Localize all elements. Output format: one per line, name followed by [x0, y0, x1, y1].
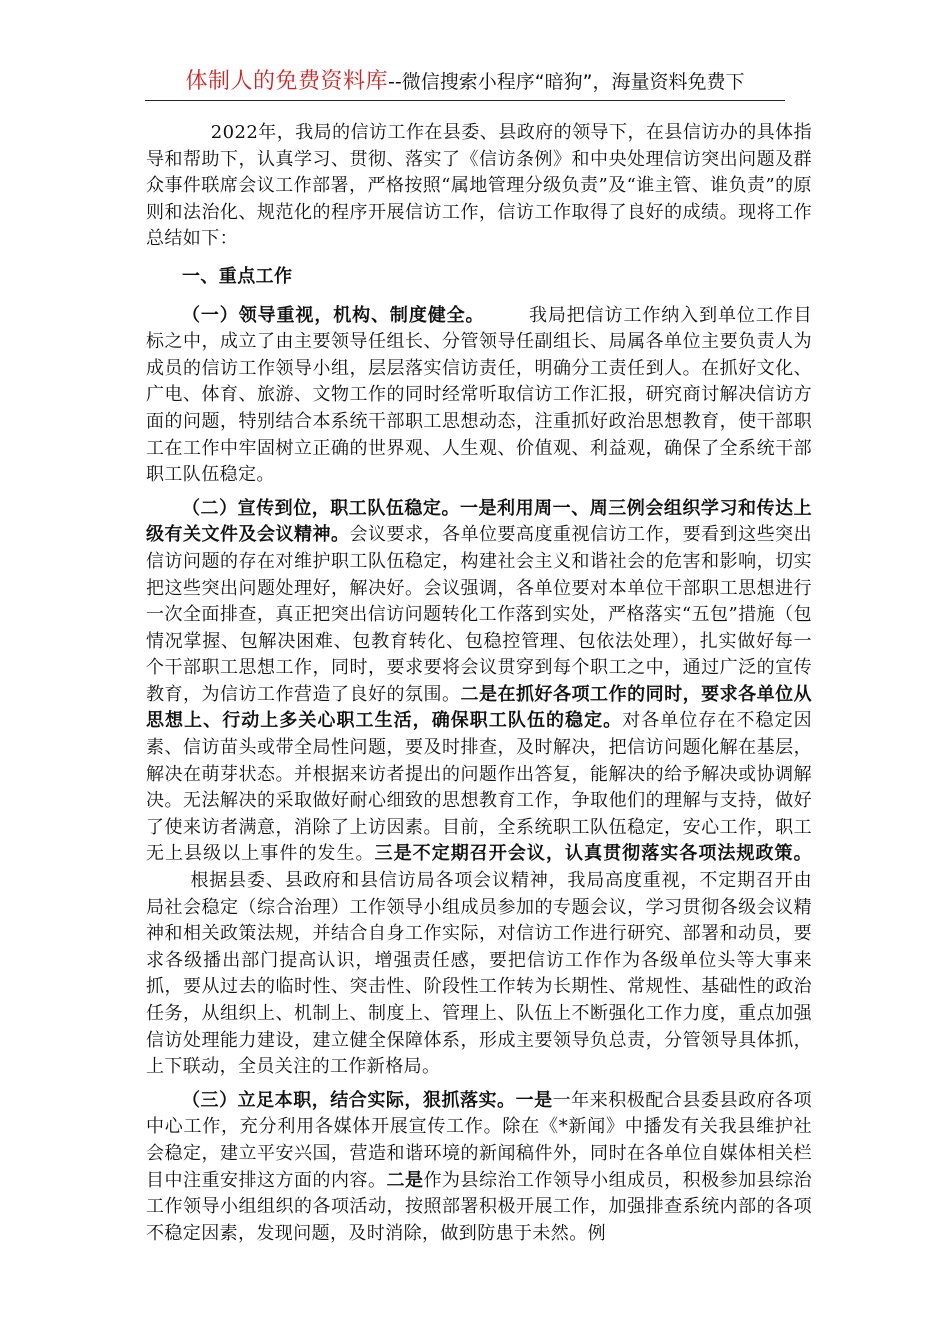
header-brand: 体制人的免费资料库	[185, 69, 389, 94]
paragraph-publicity	[146, 496, 812, 1081]
paragraph-text: 我局把信访工作纳入到单位工作目标之中，成立了由主要领导任组长、分管领导任副组长、局属各单位主要负责人为成员的信访工作领导小组，层层落实信访责任，明确分工责任到人。在抓好文化、广电、体育、旅游、文物工作的同时经常听取信访工作汇报，研究商讨解决信访方面的问题，特别结合本系统干部职工思想动态，注重抓好政治思想教育，使干部职工在工作中牢固树立正确的世界观、人生观、价值观、利益观，确保了全系统干部职工队伍稳定。	[146, 304, 812, 486]
header-tagline: --微信搜索小程序“暗狗”，海量资料免费下	[388, 71, 745, 93]
paragraph-text: 对各单位存在不稳定因素、信访苗头或带全局性问题，要及时排查，及时解决，把信访问题化解在基层，解决在萌芽状态。并根据来访者提出的问题作出答复，能解决的给予解决或协调解决。无法解决的采取做好耐心细致的思想教育工作，争取他们的理解与支持，做好了使来访者满意，消除了上访因素。目前，全系统职工队伍稳定，安心工作，职工无上县级以上事件的发生。	[146, 710, 813, 865]
paragraph-text: 会议要求，各单位要高度重视信访工作，要看到这些突出信访问题的存在对维护职工队伍稳定，构建社会主义和谐社会的危害和影响，切实把这些突出问题处理好，解决好。会议强调，各单位要对本单位干部职工思想进行一次全面排查，真正把突出信访问题转化工作落到实处，严格落实“五包”措施（包情况掌握、包解决困难、包教育转化、包稳控管理、包依法处理），扎实做好每一个干部职工思想工作，同时，要求要将会议贯穿到每个职工之中，通过广泛的宣传教育，为信访工作营造了良好的氛围。	[146, 524, 812, 705]
paragraph-text: 一年来积极配合县委县政府各项中心工作，充分利用各媒体开展宣传工作。除在《*新闻》中播发有关我县维护社会稳定，建立平安兴国，营造和谐环境的新闻稿件外，同时在各单位自媒体相关栏目中注重安排这方面的内容。	[146, 1089, 813, 1191]
paragraph-lead: （二）宣传到位，职工队伍稳定。一是利用周一、周三例会组织学习和传达上级有关文件及会议精神。	[146, 497, 812, 546]
document-body	[146, 120, 812, 1247]
paragraph-lead: （一）领导重视，机构、制度健全。	[182, 304, 485, 326]
paragraph-lead: （三）立足本职，结合实际，狠抓落实。一是	[182, 1089, 553, 1111]
intro-paragraph: 2022年，我局的信访工作在县委、县政府的领导下，在县信访办的具体指导和帮助下，认真学习、贯彻、落实了《信访条例》和中央处理信访突出问题及群众事件联席会议工作部署，严格按照“属地管理分级负责”及“谁主管、谁负责”的原则和法治化、规范化的程序开展信访工作，信访工作取得了良好的成绩。现将工作总结如下：	[146, 122, 812, 250]
header-divider	[145, 100, 785, 101]
paragraph-bold-point: 三是不定期召开会议，认真贯彻落实各项法规政策。	[374, 843, 812, 865]
paragraph-leadership	[146, 303, 812, 489]
paragraph-text: 根据县委、县政府和县信访局各项会议精神，我局高度重视，不定期召开由局社会稳定（综合治理）工作领导小组成员参加的专题会议，学习贯彻各级会议精神和相关政策法规，并结合自身工作实际，对信访工作进行研究、部署和动员，要求各级播出部门提高认识，增强责任感，要把信访工作作为各级单位头等大事来抓，要从过去的临时性、突击性、阶段性工作转为长期性、常规性、基础性的政治任务，从组织上、机制上、制度上、管理上、队伍上不断强化工作力度，重点加强信访处理能力建设，建立健全保障体系，形成主要领导负总责，分管领导具体抓，上下联动，全员关注的工作新格局。	[146, 870, 812, 1078]
paragraph-text: 作为县综治工作领导小组成员，积极参加县综治工作领导小组组织的各项活动，按照部署积极开展工作，加强排查系统内部的各项不稳定因素，发现问题，及时消除，做到防患于未然。例	[146, 1169, 812, 1244]
paragraph-implementation	[146, 1088, 812, 1248]
paragraph-bold-point: 二是	[386, 1169, 424, 1191]
paragraph-bold-point: 二是在抓好各项工作的同时，要求各单位从思想上、行动上多关心职工生活，确保职工队伍的稳定。	[146, 683, 812, 732]
page-header	[145, 64, 785, 95]
section-heading: 一、重点工作	[182, 265, 293, 287]
